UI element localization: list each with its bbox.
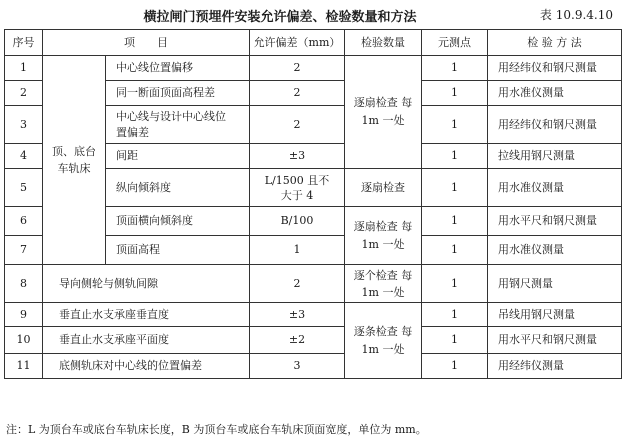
row-tolerance: L/1500 且不大于 4 [250,169,345,207]
table-row [5,56,622,81]
row-no: 5 [5,169,43,207]
table-row [5,327,622,354]
row-item: 间距 [106,144,250,169]
row-tolerance: ±3 [250,303,345,327]
table-number: 表 10.9.4.10 [539,8,613,22]
row-points: 1 [422,354,488,379]
row-method: 用水平尺和钢尺测量 [488,327,622,354]
header-points: 元测点 [422,30,488,56]
quantity-group-3: 逐扇检查 每 1m 一处 [345,207,422,265]
quantity-group-4: 逐个检查 每 1m 一处 [345,265,422,303]
row-points: 1 [422,106,488,144]
row-item: 垂直止水支承座平面度 [43,327,250,354]
row-method: 吊线用钢尺测量 [488,303,622,327]
row-points: 1 [422,207,488,236]
row-tolerance: ±3 [250,144,345,169]
row-item: 垂直止水支承座垂直度 [43,303,250,327]
row-item: 中心线位置偏移 [106,56,250,81]
row-method: 用经纬仪和钢尺测量 [488,56,622,81]
row-method: 用水准仪测量 [488,169,622,207]
group-label: 顶、底台车轨床 [43,56,106,265]
row-method: 用水平尺和钢尺测量 [488,207,622,236]
row-no: 4 [5,144,43,169]
row-points: 1 [422,169,488,207]
table-row [5,265,622,303]
row-item: 中心线与设计中心线位置偏差 [106,106,250,144]
row-no: 3 [5,106,43,144]
row-method: 用水准仪测量 [488,81,622,106]
row-method: 用钢尺测量 [488,265,622,303]
row-method: 拉线用钢尺测量 [488,144,622,169]
row-points: 1 [422,236,488,265]
table-title: 横拉闸门预埋件安装允许偏差、检验数量和方法 [143,10,417,25]
header-row [5,30,622,56]
quantity-group-2: 逐扇检查 [345,169,422,207]
row-item: 底侧轨床对中心线的位置偏差 [43,354,250,379]
row-no: 6 [5,207,43,236]
row-no: 7 [5,236,43,265]
row-no: 8 [5,265,43,303]
row-points: 1 [422,144,488,169]
row-method: 用经纬仪和钢尺测量 [488,106,622,144]
table-note: 注：L 为顶台车或底台车轨床长度，B 为顶台车或底台车轨床顶面宽度，单位为 mm。 [6,423,427,436]
header-quantity: 检验数量 [345,30,422,56]
row-no: 2 [5,81,43,106]
table-row [5,354,622,379]
row-tolerance: 1 [250,236,345,265]
row-tolerance: 2 [250,106,345,144]
table-row [5,303,622,327]
row-method: 用水准仪测量 [488,236,622,265]
row-no: 1 [5,56,43,81]
row-tolerance: 3 [250,354,345,379]
header-no: 序号 [5,30,43,56]
row-tolerance: 2 [250,265,345,303]
row-no: 9 [5,303,43,327]
row-points: 1 [422,327,488,354]
row-item: 顶面高程 [106,236,250,265]
row-item: 纵向倾斜度 [106,169,250,207]
row-tolerance: 2 [250,81,345,106]
row-points: 1 [422,56,488,81]
title-bar [0,0,625,26]
header-tolerance: 允许偏差（mm） [250,30,345,56]
header-method: 检 验 方 法 [488,30,622,56]
row-tolerance: B/100 [250,207,345,236]
row-item: 顶面横向倾斜度 [106,207,250,236]
row-points: 1 [422,265,488,303]
quantity-group-5: 逐条检查 每 1m 一处 [345,303,422,379]
row-item: 导向侧轮与侧轨间隙 [43,265,250,303]
row-tolerance: ±2 [250,327,345,354]
row-method: 用经纬仪测量 [488,354,622,379]
quantity-group-1: 逐扇检查 每 1m 一处 [345,56,422,169]
tolerance-table [4,29,622,379]
row-item: 同一断面顶面高程差 [106,81,250,106]
row-no: 11 [5,354,43,379]
row-tolerance: 2 [250,56,345,81]
row-points: 1 [422,81,488,106]
row-points: 1 [422,303,488,327]
row-no: 10 [5,327,43,354]
header-item: 项 目 [43,30,250,56]
